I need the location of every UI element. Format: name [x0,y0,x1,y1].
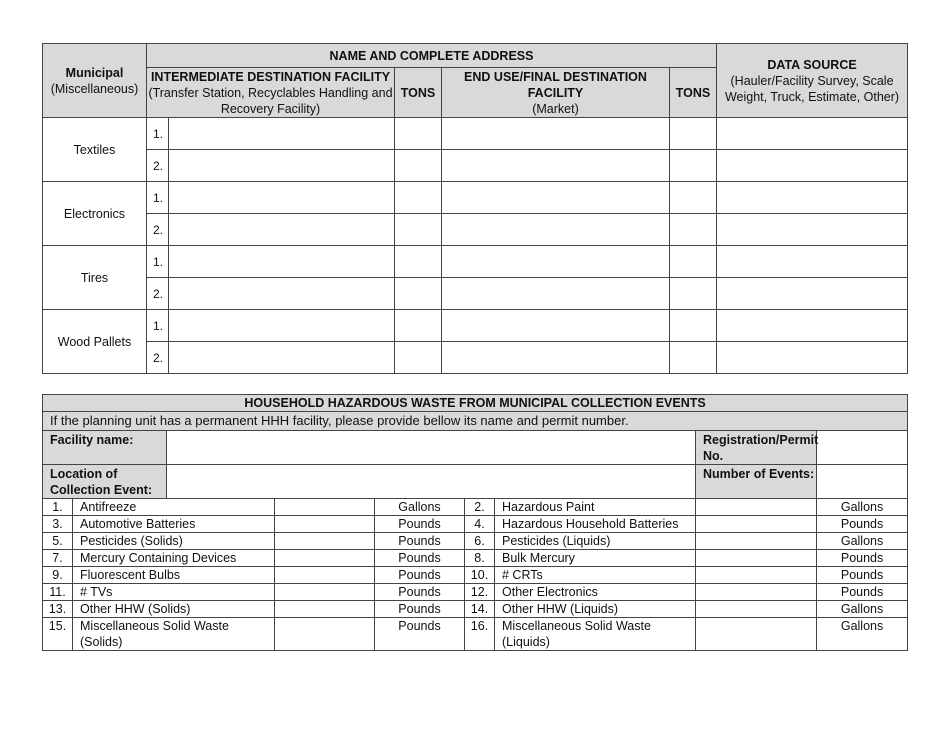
item-amount-input[interactable] [696,567,817,584]
end-use-header [442,68,670,118]
item-amount-input[interactable] [275,584,375,601]
end-use-facility-field[interactable] [442,182,670,214]
item-number: 9. [43,567,73,584]
end-use-facility-field[interactable] [442,214,670,246]
category-wood-pallets: Wood Pallets [43,310,147,374]
item-amount-input[interactable] [696,499,817,516]
intermediate-facility-header [147,68,395,118]
row-number: 1. [147,310,169,342]
item-label: Other HHW (Liquids) [495,601,696,618]
data-source-field[interactable] [717,118,908,150]
tons-field[interactable] [395,118,442,150]
table-row [43,118,908,150]
item-amount-input[interactable] [275,567,375,584]
item-unit: Gallons [375,499,465,516]
item-number: 12. [465,584,495,601]
intermediate-facility-field[interactable] [169,150,395,182]
item-label: Bulk Mercury [495,550,696,567]
tons-field[interactable] [670,246,717,278]
data-source-field[interactable] [717,342,908,374]
data-source-field[interactable] [717,214,908,246]
category-textiles: Textiles [43,118,147,182]
municipal-header-title: Municipal [65,65,124,80]
item-number: 1. [43,499,73,516]
tons-field[interactable] [395,278,442,310]
item-label: Hazardous Household Batteries [495,516,696,533]
item-amount-input[interactable] [275,618,375,651]
item-unit: Gallons [817,499,908,516]
item-unit: Pounds [817,550,908,567]
item-unit: Pounds [375,584,465,601]
item-label: Other HHW (Solids) [73,601,275,618]
table-row [43,567,908,584]
item-unit: Pounds [375,516,465,533]
intermediate-facility-field[interactable] [169,118,395,150]
item-label: Antifreeze [73,499,275,516]
item-unit: Pounds [375,533,465,550]
item-label: Mercury Containing Devices [73,550,275,567]
tons-field[interactable] [670,310,717,342]
item-amount-input[interactable] [696,550,817,567]
data-source-field[interactable] [717,246,908,278]
facility-name-input[interactable] [167,431,696,465]
end-use-facility-field[interactable] [442,278,670,310]
number-of-events-input[interactable] [817,465,908,499]
intermediate-facility-field[interactable] [169,246,395,278]
registration-permit-label: Registration/Permit No. [696,431,817,465]
item-unit: Pounds [375,550,465,567]
hhw-instruction: If the planning unit has a permanent HHH facility, please provide bellow its name and permit number. [43,412,908,431]
end-use-facility-field[interactable] [442,150,670,182]
tons-field[interactable] [395,246,442,278]
item-label: Miscellaneous Solid Waste (Solids) [73,618,275,651]
end-use-sub: (Market) [532,101,579,116]
item-number: 7. [43,550,73,567]
item-number: 11. [43,584,73,601]
item-label: Hazardous Paint [495,499,696,516]
end-use-facility-field[interactable] [442,310,670,342]
item-number: 8. [465,550,495,567]
end-use-facility-field[interactable] [442,246,670,278]
table-row [43,278,908,310]
table-row [43,150,908,182]
category-electronics: Electronics [43,182,147,246]
registration-permit-input[interactable] [817,431,908,465]
item-amount-input[interactable] [275,499,375,516]
item-label: Other Electronics [495,584,696,601]
table-row [43,499,908,516]
item-unit: Gallons [817,533,908,550]
row-number: 2. [147,214,169,246]
table-row [43,601,908,618]
data-source-sub: (Hauler/Facility Survey, Scale Weight, Truck, Estimate, Other) [724,73,900,104]
row-number: 1. [147,246,169,278]
table-row [43,516,908,533]
data-source-field[interactable] [717,278,908,310]
item-unit: Gallons [817,601,908,618]
item-unit: Pounds [375,618,465,651]
item-number: 6. [465,533,495,550]
item-number: 5. [43,533,73,550]
tons-field[interactable] [670,278,717,310]
hhw-collection-table [42,394,908,651]
end-use-facility-field[interactable] [442,342,670,374]
table-row [43,246,908,278]
table-row [43,214,908,246]
item-number: 4. [465,516,495,533]
item-number: 2. [465,499,495,516]
table-row [43,584,908,601]
item-number: 13. [43,601,73,618]
name-address-header: NAME AND COMPLETE ADDRESS [147,44,717,68]
table-row [43,310,908,342]
table-row [43,342,908,374]
item-amount-input[interactable] [275,601,375,618]
row-number: 2. [147,150,169,182]
table-row [43,182,908,214]
item-label: # CRTs [495,567,696,584]
end-use-facility-field[interactable] [442,118,670,150]
tons-header-1: TONS [395,68,442,118]
tons-field[interactable] [395,182,442,214]
municipal-header-sub: (Miscellaneous) [50,81,139,96]
location-label: Location of Collection Event: [43,465,167,499]
municipal-facility-table [42,43,908,374]
row-number: 2. [147,278,169,310]
row-number: 1. [147,118,169,150]
item-amount-input[interactable] [696,618,817,651]
item-unit: Pounds [817,584,908,601]
item-number: 3. [43,516,73,533]
intermediate-facility-field[interactable] [169,278,395,310]
table-row [43,533,908,550]
intermediate-facility-sub: (Transfer Station, Recyclables Handling and Recovery Facility) [148,85,393,116]
item-unit: Gallons [817,618,908,651]
item-number: 16. [465,618,495,651]
number-of-events-label: Number of Events: [696,465,817,499]
item-amount-input[interactable] [696,533,817,550]
tons-field[interactable] [395,214,442,246]
intermediate-facility-field[interactable] [169,342,395,374]
municipal-header [43,44,147,118]
item-amount-input[interactable] [275,550,375,567]
tons-field[interactable] [395,310,442,342]
table-row [43,618,908,651]
table-row [43,550,908,567]
tons-field[interactable] [395,150,442,182]
data-source-field[interactable] [717,310,908,342]
item-number: 14. [465,601,495,618]
intermediate-facility-title: INTERMEDIATE DESTINATION FACILITY [150,69,391,84]
item-amount-input[interactable] [696,516,817,533]
item-unit: Pounds [817,516,908,533]
item-amount-input[interactable] [696,601,817,618]
data-source-field[interactable] [717,150,908,182]
tons-field[interactable] [670,214,717,246]
item-label: Miscellaneous Solid Waste (Liquids) [495,618,696,651]
intermediate-facility-field[interactable] [169,182,395,214]
intermediate-facility-field[interactable] [169,310,395,342]
item-number: 10. [465,567,495,584]
item-unit: Pounds [375,567,465,584]
intermediate-facility-field[interactable] [169,214,395,246]
item-amount-input[interactable] [696,584,817,601]
item-label: # TVs [73,584,275,601]
item-label: Automotive Batteries [73,516,275,533]
tons-field[interactable] [670,342,717,374]
data-source-header [717,44,908,118]
item-label: Fluorescent Bulbs [73,567,275,584]
item-amount-input[interactable] [275,533,375,550]
facility-name-label: Facility name: [43,431,167,465]
item-unit: Pounds [375,601,465,618]
tons-field[interactable] [395,342,442,374]
end-use-title: END USE/FINAL DESTINATION FACILITY [464,69,647,100]
item-label: Pesticides (Liquids) [495,533,696,550]
item-amount-input[interactable] [275,516,375,533]
row-number: 1. [147,182,169,214]
location-input[interactable] [167,465,696,499]
data-source-title: DATA SOURCE [767,57,857,72]
item-label: Pesticides (Solids) [73,533,275,550]
hhw-title: HOUSEHOLD HAZARDOUS WASTE FROM MUNICIPAL COLLECTION EVENTS [43,395,908,412]
row-number: 2. [147,342,169,374]
item-number: 15. [43,618,73,651]
tons-field[interactable] [670,182,717,214]
tons-field[interactable] [670,118,717,150]
tons-header-2: TONS [670,68,717,118]
data-source-field[interactable] [717,182,908,214]
tons-field[interactable] [670,150,717,182]
category-tires: Tires [43,246,147,310]
item-unit: Pounds [817,567,908,584]
